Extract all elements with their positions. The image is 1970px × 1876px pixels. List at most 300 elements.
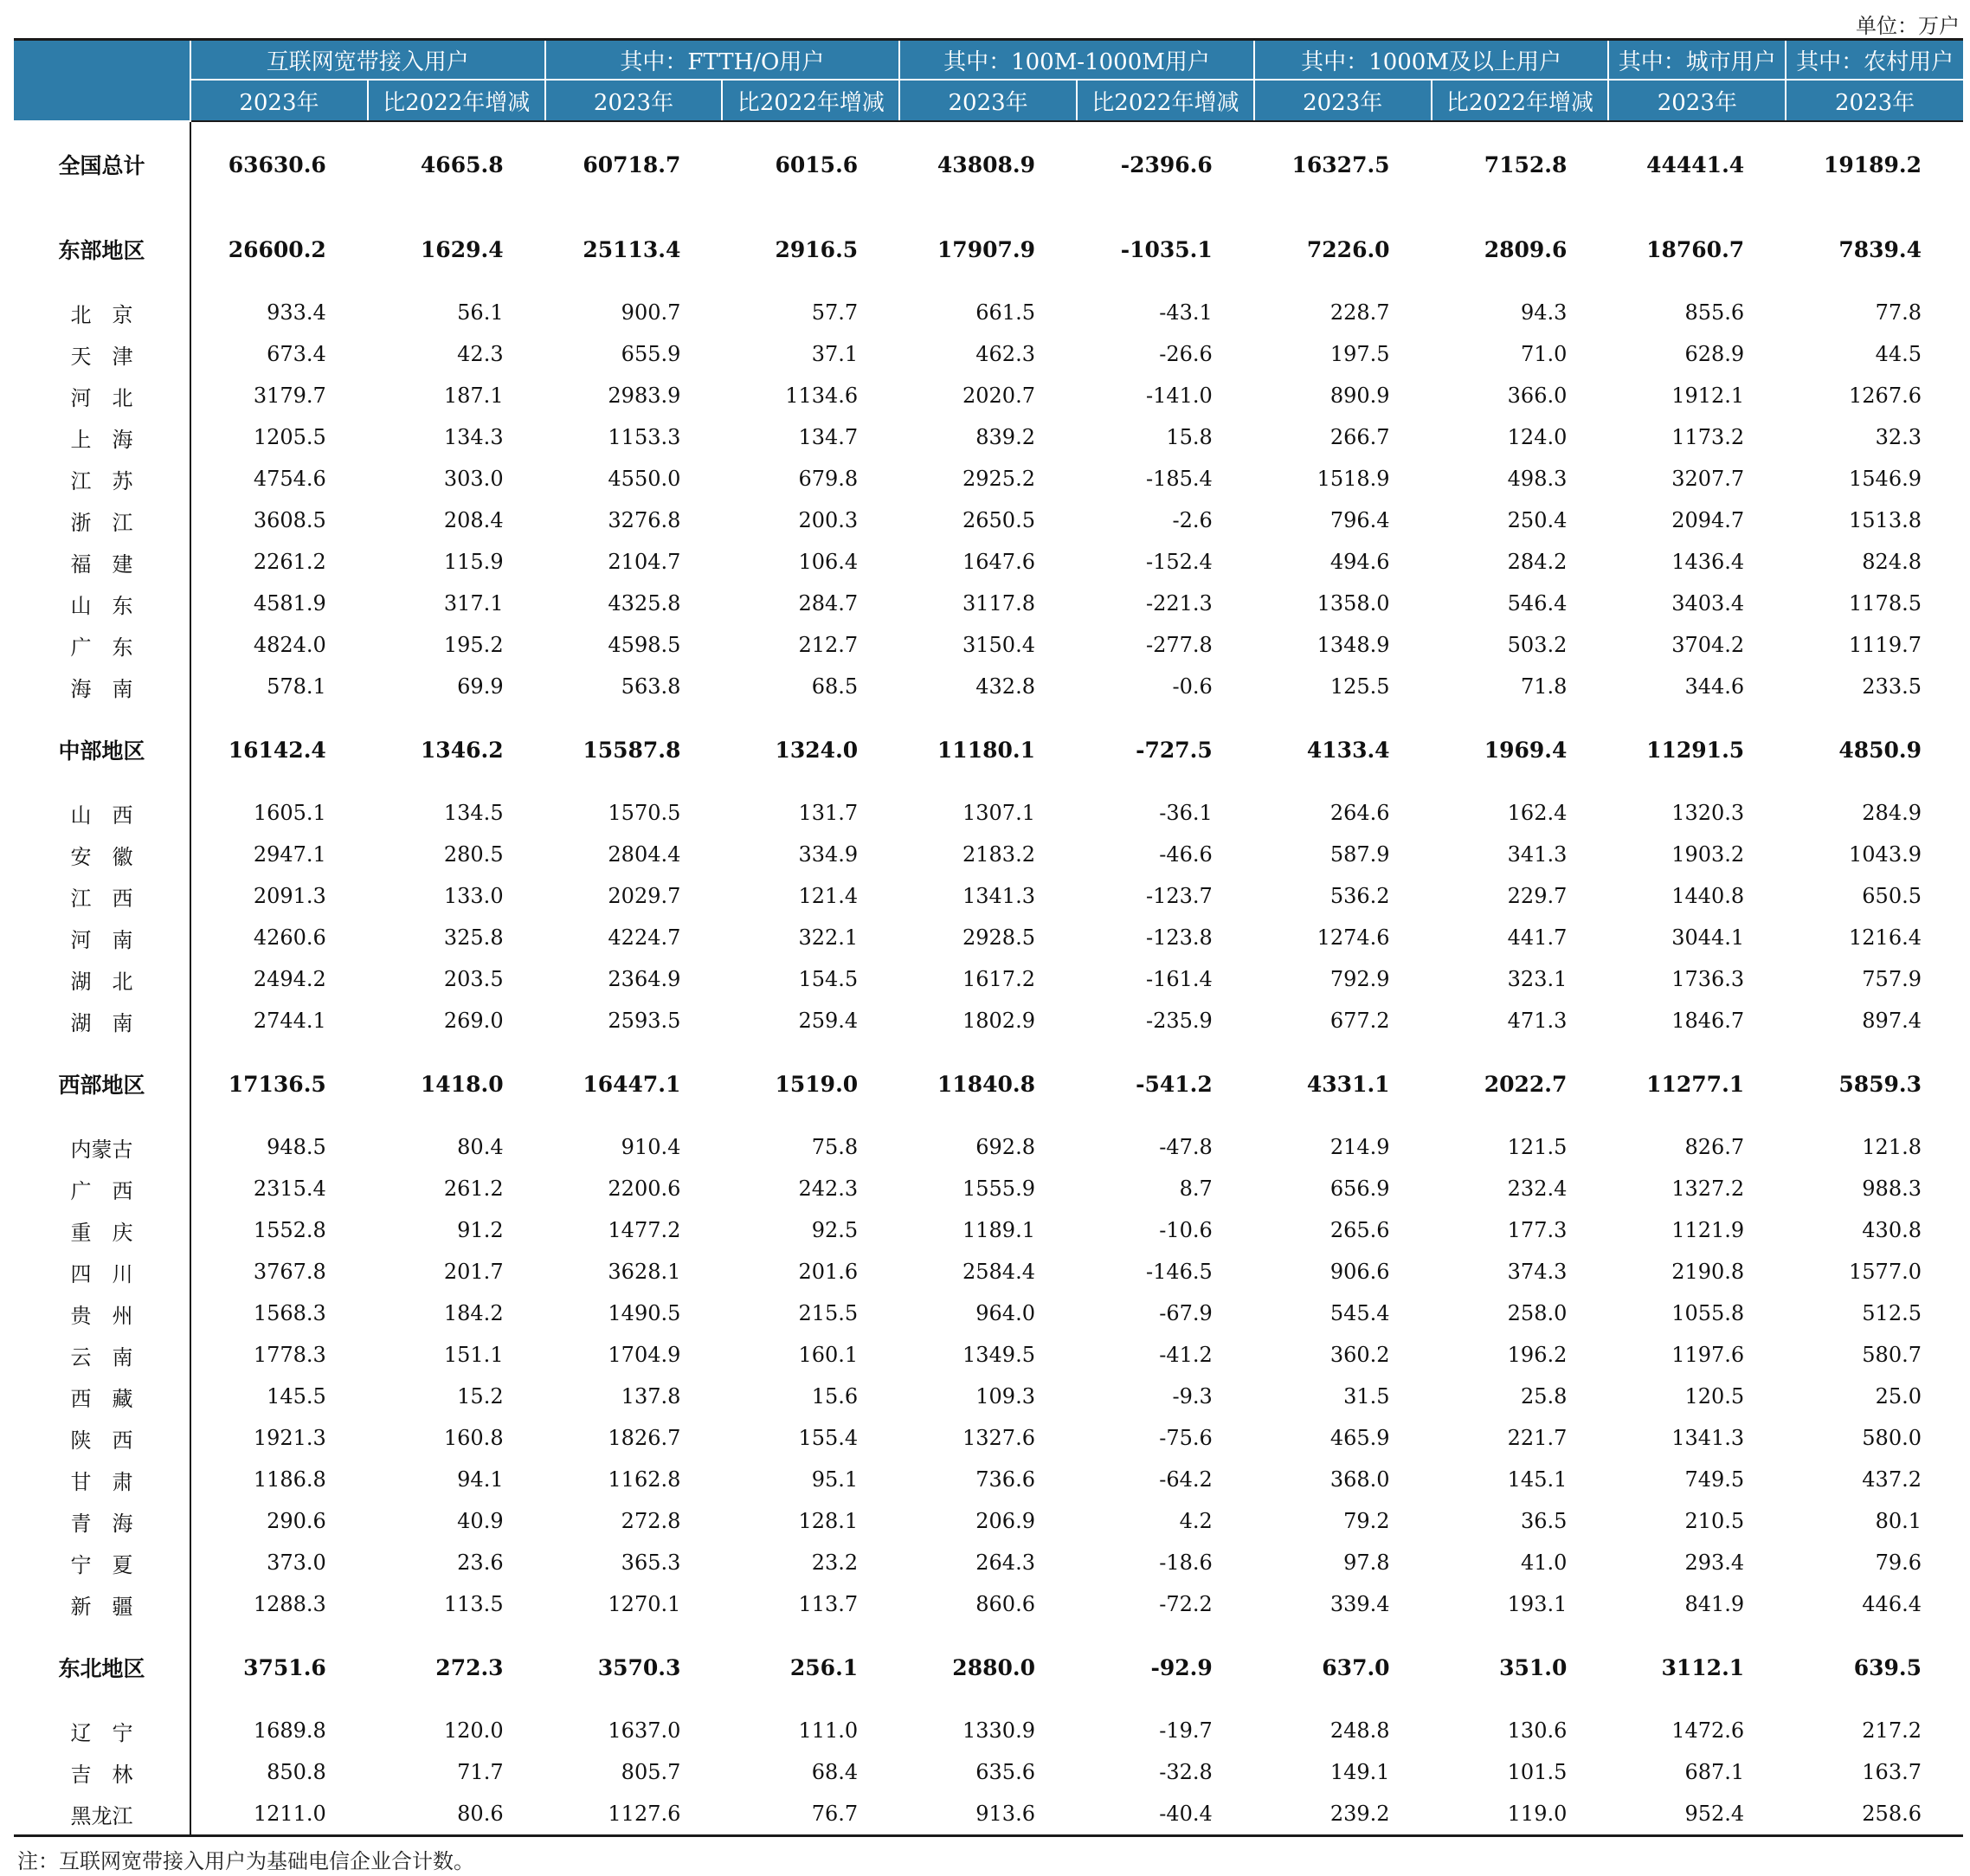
cell-value: 184.2 (443, 1301, 504, 1325)
cell-value: 2183.2 (962, 842, 1035, 867)
cell-value: 290.6 (267, 1509, 326, 1533)
cell-value: 160.8 (443, 1426, 504, 1450)
cell-value: -26.6 (1159, 342, 1213, 366)
row-name: 内蒙古 (14, 1126, 190, 1168)
header-group-1000m-plus: 其中：1000M及以上用户 (1254, 40, 1609, 81)
cell-value: 1327.6 (962, 1426, 1035, 1450)
cell-value: 284.9 (1862, 801, 1922, 825)
cell-value: -141.0 (1145, 384, 1213, 408)
cell-value: 1119.7 (1849, 633, 1922, 657)
cell-value: 1358.0 (1317, 591, 1390, 616)
cell-value: 1216.4 (1849, 925, 1922, 950)
cell-value: 365.3 (621, 1550, 681, 1575)
sub-header: 2023年 (190, 80, 368, 121)
cell-value: 1274.6 (1317, 925, 1390, 950)
cell-value: 197.5 (1329, 342, 1390, 366)
cell-value: -92.9 (1150, 1654, 1213, 1680)
table-row (14, 458, 1963, 500)
table-row-region (14, 207, 1963, 292)
cell-value: 8.7 (1179, 1177, 1213, 1201)
cell-value: 1568.3 (253, 1301, 326, 1325)
cell-value: 1637.0 (608, 1718, 681, 1743)
cell-value: 373.0 (267, 1550, 326, 1575)
table-row (14, 666, 1963, 707)
table-row (14, 1417, 1963, 1459)
cell-value: 360.2 (1329, 1343, 1390, 1367)
cell-value: 43808.9 (937, 151, 1035, 177)
sub-header: 2023年 (1608, 80, 1786, 121)
table-body (14, 121, 1963, 1836)
cell-value: 15.6 (811, 1384, 859, 1409)
unit-label: 单位：万户 (1856, 14, 1960, 38)
cell-value: 284.2 (1507, 550, 1568, 574)
cell-value: 31.5 (1343, 1384, 1390, 1409)
cell-value: 1197.6 (1671, 1343, 1745, 1367)
cell-value: 2200.6 (608, 1177, 681, 1201)
table-row (14, 375, 1963, 416)
cell-value: 4331.1 (1306, 1071, 1390, 1097)
cell-value: 1736.3 (1671, 967, 1745, 991)
cell-value: 805.7 (621, 1760, 681, 1784)
cell-value: 80.6 (457, 1802, 504, 1826)
cell-value: 133.0 (443, 884, 504, 908)
table-row (14, 1500, 1963, 1542)
cell-value: 824.8 (1862, 550, 1922, 574)
cell-value: 151.1 (443, 1343, 504, 1367)
cell-value: 860.6 (975, 1592, 1035, 1616)
header-group-rural: 其中：农村用户 (1786, 40, 1963, 81)
header-sub-row (14, 80, 1963, 121)
header-group-row (14, 40, 1963, 81)
cell-value: 545.4 (1329, 1301, 1390, 1325)
cell-value: 206.9 (975, 1509, 1035, 1533)
cell-value: 11180.1 (937, 737, 1035, 763)
cell-value: 215.5 (798, 1301, 859, 1325)
cell-value: 121.8 (1862, 1135, 1922, 1159)
cell-value: 3767.8 (253, 1260, 326, 1284)
cell-value: 1570.5 (608, 801, 681, 825)
cell-value: 233.5 (1862, 674, 1922, 699)
cell-value: 1043.9 (1849, 842, 1922, 867)
cell-value: 42.3 (457, 342, 504, 366)
cell-value: 4850.9 (1838, 737, 1922, 763)
row-name: 河 南 (14, 917, 190, 958)
cell-value: 437.2 (1862, 1467, 1922, 1492)
cell-value: 120.0 (443, 1718, 504, 1743)
cell-value: 1267.6 (1849, 384, 1922, 408)
sub-header: 2023年 (899, 80, 1077, 121)
row-name: 江 苏 (14, 458, 190, 500)
cell-value: 3403.4 (1671, 591, 1745, 616)
cell-value: 432.8 (975, 674, 1035, 699)
cell-value: 11277.1 (1646, 1071, 1745, 1097)
row-name: 西 藏 (14, 1376, 190, 1417)
table-row (14, 624, 1963, 666)
cell-value: -221.3 (1145, 591, 1213, 616)
cell-value: 214.9 (1329, 1135, 1390, 1159)
cell-value: 63630.6 (228, 151, 326, 177)
cell-value: 1689.8 (253, 1718, 326, 1743)
row-name: 吉 林 (14, 1751, 190, 1793)
cell-value: 1346.2 (420, 737, 504, 763)
cell-value: 109.3 (975, 1384, 1035, 1409)
cell-value: 1211.0 (253, 1802, 326, 1826)
table-row (14, 1459, 1963, 1500)
row-name: 福 建 (14, 541, 190, 583)
cell-value: 1189.1 (962, 1218, 1035, 1242)
row-name: 东北地区 (14, 1625, 190, 1710)
cell-value: 193.1 (1507, 1592, 1568, 1616)
cell-value: -46.6 (1159, 842, 1213, 867)
row-name: 天 津 (14, 333, 190, 375)
cell-value: -72.2 (1159, 1592, 1213, 1616)
table-row-region (14, 1041, 1963, 1126)
cell-value: -75.6 (1159, 1426, 1213, 1450)
cell-value: 80.4 (457, 1135, 504, 1159)
cell-value: 264.6 (1329, 801, 1390, 825)
cell-value: 36.5 (1520, 1509, 1568, 1533)
cell-value: 2494.2 (253, 967, 326, 991)
cell-value: 115.9 (443, 550, 504, 574)
cell-value: 4665.8 (420, 151, 504, 177)
table-row (14, 958, 1963, 1000)
cell-value: 303.0 (443, 467, 504, 491)
cell-value: -41.2 (1159, 1343, 1213, 1367)
cell-value: 2809.6 (1484, 236, 1568, 262)
cell-value: 2744.1 (253, 1009, 326, 1033)
cell-value: 503.2 (1507, 633, 1568, 657)
cell-value: 11840.8 (937, 1071, 1035, 1097)
cell-value: 196.2 (1507, 1343, 1568, 1367)
cell-value: -43.1 (1159, 300, 1213, 325)
cell-value: 125.5 (1329, 674, 1390, 699)
cell-value: 494.6 (1329, 550, 1390, 574)
cell-value: 1969.4 (1484, 737, 1568, 763)
cell-value: 749.5 (1684, 1467, 1745, 1492)
cell-value: 3570.3 (597, 1654, 681, 1680)
cell-value: 2880.0 (952, 1654, 1035, 1680)
cell-value: 134.7 (798, 425, 859, 449)
table-row (14, 1168, 1963, 1209)
cell-value: 2593.5 (608, 1009, 681, 1033)
cell-value: 60718.7 (583, 151, 681, 177)
cell-value: 1552.8 (253, 1218, 326, 1242)
cell-value: 25.0 (1875, 1384, 1922, 1409)
cell-value: 284.7 (798, 591, 859, 616)
cell-value: 3704.2 (1671, 633, 1745, 657)
cell-value: 4824.0 (253, 633, 326, 657)
cell-value: 334.9 (798, 842, 859, 867)
table-header (14, 40, 1963, 122)
cell-value: 1546.9 (1849, 467, 1922, 491)
cell-value: 325.8 (443, 925, 504, 950)
cell-value: 580.7 (1862, 1343, 1922, 1367)
row-name: 北 京 (14, 292, 190, 333)
cell-value: 94.1 (457, 1467, 504, 1492)
cell-value: -185.4 (1145, 467, 1213, 491)
row-name: 陕 西 (14, 1417, 190, 1459)
cell-value: 25.8 (1520, 1384, 1568, 1409)
table-row (14, 1334, 1963, 1376)
cell-value: 1186.8 (253, 1467, 326, 1492)
cell-value: -727.5 (1136, 737, 1213, 763)
cell-value: 68.4 (811, 1760, 859, 1784)
cell-value: 101.5 (1507, 1760, 1568, 1784)
cell-value: 1121.9 (1671, 1218, 1745, 1242)
cell-value: 1327.2 (1671, 1177, 1745, 1201)
sub-header: 比2022年增减 (1077, 80, 1254, 121)
cell-value: 1320.3 (1671, 801, 1745, 825)
cell-value: 639.5 (1853, 1654, 1922, 1680)
cell-value: 6015.6 (775, 151, 859, 177)
cell-value: 964.0 (975, 1301, 1035, 1325)
cell-value: 826.7 (1684, 1135, 1745, 1159)
cell-value: 1490.5 (608, 1301, 681, 1325)
cell-value: 71.7 (457, 1760, 504, 1784)
table-row (14, 1251, 1963, 1293)
cell-value: 3276.8 (608, 508, 681, 532)
cell-value: 111.0 (798, 1718, 859, 1743)
cell-value: 1173.2 (1671, 425, 1745, 449)
cell-value: 2983.9 (608, 384, 681, 408)
table-row (14, 1542, 1963, 1583)
cell-value: 890.9 (1329, 384, 1390, 408)
cell-value: 366.0 (1507, 384, 1568, 408)
cell-value: 272.8 (621, 1509, 681, 1533)
cell-value: 44441.4 (1646, 151, 1745, 177)
cell-value: 41.0 (1520, 1550, 1568, 1575)
cell-value: 1605.1 (253, 801, 326, 825)
cell-value: 2928.5 (962, 925, 1035, 950)
cell-value: 25113.4 (583, 236, 681, 262)
cell-value: 1440.8 (1671, 884, 1745, 908)
cell-value: 796.4 (1329, 508, 1390, 532)
cell-value: 134.5 (443, 801, 504, 825)
row-name: 西部地区 (14, 1041, 190, 1126)
cell-value: 910.4 (621, 1135, 681, 1159)
cell-value: 1519.0 (775, 1071, 859, 1097)
cell-value: 2947.1 (253, 842, 326, 867)
cell-value: 1477.2 (608, 1218, 681, 1242)
table-row (14, 1126, 1963, 1168)
cell-value: 131.7 (798, 801, 859, 825)
cell-value: 679.8 (798, 467, 859, 491)
row-name: 四 川 (14, 1251, 190, 1293)
cell-value: 80.1 (1875, 1509, 1922, 1533)
cell-value: 1341.3 (962, 884, 1035, 908)
cell-value: 94.3 (1520, 300, 1568, 325)
cell-value: 952.4 (1684, 1802, 1745, 1826)
table-row (14, 292, 1963, 333)
cell-value: 655.9 (621, 342, 681, 366)
cell-value: 3608.5 (253, 508, 326, 532)
cell-value: 563.8 (621, 674, 681, 699)
sub-header: 2023年 (545, 80, 723, 121)
cell-value: -67.9 (1159, 1301, 1213, 1325)
cell-value: 77.8 (1875, 300, 1922, 325)
cell-value: 635.6 (975, 1760, 1035, 1784)
cell-value: 1629.4 (420, 236, 504, 262)
cell-value: 16327.5 (1291, 151, 1390, 177)
cell-value: 1436.4 (1671, 550, 1745, 574)
cell-value: 23.6 (457, 1550, 504, 1575)
cell-value: 40.9 (457, 1509, 504, 1533)
cell-value: 2315.4 (253, 1177, 326, 1201)
cell-value: 897.4 (1862, 1009, 1922, 1033)
cell-value: 272.3 (435, 1654, 504, 1680)
header-group-urban: 其中：城市用户 (1608, 40, 1786, 81)
cell-value: 137.8 (621, 1384, 681, 1409)
cell-value: 1802.9 (962, 1009, 1035, 1033)
cell-value: 2022.7 (1484, 1071, 1568, 1097)
cell-value: 26600.2 (228, 236, 326, 262)
cell-value: -32.8 (1159, 1760, 1213, 1784)
cell-value: 446.4 (1862, 1592, 1922, 1616)
cell-value: -541.2 (1136, 1071, 1213, 1097)
cell-value: 121.5 (1507, 1135, 1568, 1159)
table-row (14, 333, 1963, 375)
cell-value: 850.8 (267, 1760, 326, 1784)
cell-value: 7152.8 (1484, 151, 1568, 177)
cell-value: -47.8 (1159, 1135, 1213, 1159)
cell-value: 2094.7 (1671, 508, 1745, 532)
row-name: 山 东 (14, 583, 190, 624)
cell-value: 76.7 (811, 1802, 859, 1826)
table-row (14, 1583, 1963, 1625)
cell-value: 1288.3 (253, 1592, 326, 1616)
cell-value: 2364.9 (608, 967, 681, 991)
cell-value: 4550.0 (608, 467, 681, 491)
row-name: 浙 江 (14, 500, 190, 541)
row-name: 全国总计 (14, 121, 190, 207)
row-name: 宁 夏 (14, 1542, 190, 1583)
header-group-ftth: 其中：FTTH/O用户 (545, 40, 900, 81)
cell-value: 4224.7 (608, 925, 681, 950)
cell-value: 145.1 (1507, 1467, 1568, 1492)
cell-value: 578.1 (267, 674, 326, 699)
cell-value: -18.6 (1159, 1550, 1213, 1575)
cell-value: 258.0 (1507, 1301, 1568, 1325)
cell-value: 201.7 (443, 1260, 504, 1284)
cell-value: 1330.9 (962, 1718, 1035, 1743)
row-name: 甘 肃 (14, 1459, 190, 1500)
table-row (14, 834, 1963, 875)
cell-value: 323.1 (1507, 967, 1568, 991)
cell-value: 1307.1 (962, 801, 1035, 825)
cell-value: 4133.4 (1306, 737, 1390, 763)
cell-value: 948.5 (267, 1135, 326, 1159)
cell-value: 210.5 (1684, 1509, 1745, 1533)
cell-value: 3751.6 (243, 1654, 326, 1680)
row-name: 新 疆 (14, 1583, 190, 1625)
cell-value: 95.1 (811, 1467, 859, 1492)
cell-value: 1418.0 (420, 1071, 504, 1097)
cell-value: 280.5 (443, 842, 504, 867)
cell-value: 650.5 (1862, 884, 1922, 908)
cell-value: 124.0 (1507, 425, 1568, 449)
table-row (14, 541, 1963, 583)
cell-value: 546.4 (1507, 591, 1568, 616)
cell-value: 203.5 (443, 967, 504, 991)
cell-value: 988.3 (1862, 1177, 1922, 1201)
cell-value: -161.4 (1145, 967, 1213, 991)
cell-value: 15587.8 (583, 737, 681, 763)
cell-value: 1921.3 (253, 1426, 326, 1450)
cell-value: 368.0 (1329, 1467, 1390, 1492)
cell-value: 259.4 (798, 1009, 859, 1033)
cell-value: 187.1 (443, 384, 504, 408)
cell-value: 341.3 (1507, 842, 1568, 867)
cell-value: 71.0 (1520, 342, 1568, 366)
header-region-blank (14, 40, 190, 122)
cell-value: 692.8 (975, 1135, 1035, 1159)
cell-value: 1055.8 (1671, 1301, 1745, 1325)
cell-value: 322.1 (798, 925, 859, 950)
cell-value: 228.7 (1329, 300, 1390, 325)
cell-value: -152.4 (1145, 550, 1213, 574)
cell-value: 91.2 (457, 1218, 504, 1242)
cell-value: 2804.4 (608, 842, 681, 867)
cell-value: 120.5 (1684, 1384, 1745, 1409)
table-row-region (14, 1625, 1963, 1710)
cell-value: 1348.9 (1317, 633, 1390, 657)
cell-value: 69.9 (457, 674, 504, 699)
cell-value: 2261.2 (253, 550, 326, 574)
cell-value: -2.6 (1172, 508, 1213, 532)
cell-value: 656.9 (1329, 1177, 1390, 1201)
cell-value: -277.8 (1145, 633, 1213, 657)
cell-value: 841.9 (1684, 1592, 1745, 1616)
table-row (14, 792, 1963, 834)
row-name: 云 南 (14, 1334, 190, 1376)
cell-value: 374.3 (1507, 1260, 1568, 1284)
footnote: 注：互联网宽带接入用户为基础电信企业合计数。 (17, 1849, 474, 1873)
table-row (14, 875, 1963, 917)
cell-value: 258.6 (1862, 1802, 1922, 1826)
cell-value: 2925.2 (962, 467, 1035, 491)
cell-value: 4260.6 (253, 925, 326, 950)
cell-value: 3117.8 (962, 591, 1035, 616)
cell-value: 217.2 (1862, 1718, 1922, 1743)
row-name: 海 南 (14, 666, 190, 707)
cell-value: -1035.1 (1120, 236, 1213, 262)
cell-value: -0.6 (1172, 674, 1213, 699)
cell-value: -64.2 (1159, 1467, 1213, 1492)
cell-value: 339.4 (1329, 1592, 1390, 1616)
cell-value: 1826.7 (608, 1426, 681, 1450)
cell-value: -123.7 (1145, 884, 1213, 908)
cell-value: 145.5 (267, 1384, 326, 1409)
cell-value: 4.2 (1179, 1509, 1213, 1533)
row-name: 河 北 (14, 375, 190, 416)
cell-value: 15.8 (1166, 425, 1213, 449)
cell-value: 1555.9 (962, 1177, 1035, 1201)
sub-header: 比2022年增减 (722, 80, 899, 121)
cell-value: 11291.5 (1646, 737, 1745, 763)
cell-value: 154.5 (798, 967, 859, 991)
cell-value: 687.1 (1684, 1760, 1745, 1784)
cell-value: 3112.1 (1661, 1654, 1745, 1680)
cell-value: 79.2 (1343, 1509, 1390, 1533)
cell-value: 471.3 (1507, 1009, 1568, 1033)
cell-value: 1153.3 (608, 425, 681, 449)
cell-value: 113.7 (798, 1592, 859, 1616)
cell-value: 465.9 (1329, 1426, 1390, 1450)
cell-value: 913.6 (975, 1802, 1035, 1826)
table-row (14, 500, 1963, 541)
cell-value: 256.1 (789, 1654, 859, 1680)
table-row (14, 1000, 1963, 1041)
